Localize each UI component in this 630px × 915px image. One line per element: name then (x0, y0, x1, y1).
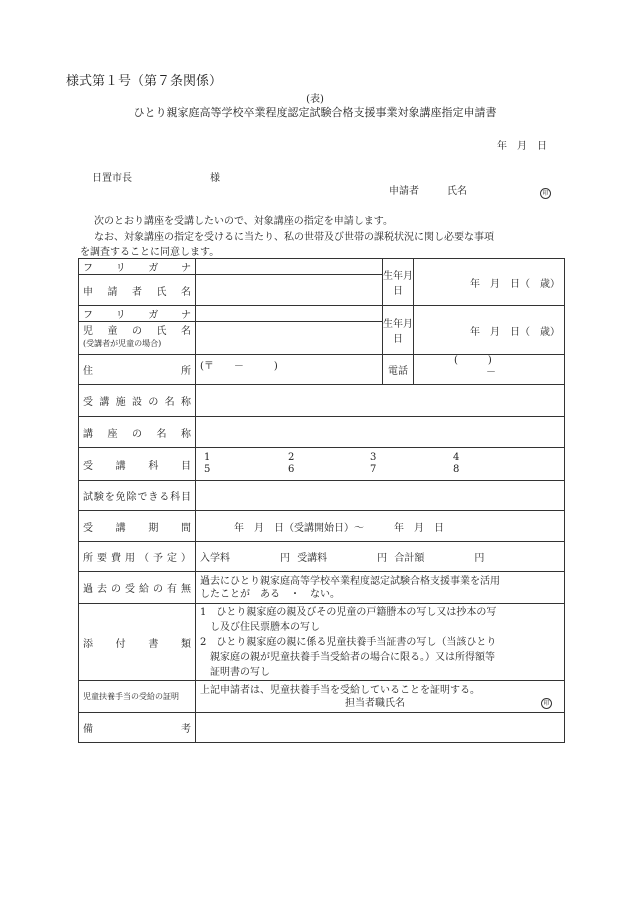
child-furigana-input[interactable] (196, 306, 383, 322)
attachment-2a: 2 ひとり親家庭の親に係る児童扶養手当証書の写し（当該ひとり (200, 636, 497, 648)
date-field: 年 月 日 (497, 141, 547, 152)
subject-5: 5 (204, 464, 211, 475)
subject-6: 6 (288, 464, 295, 475)
child-name-input[interactable] (196, 322, 383, 355)
side-label: (表) (306, 94, 324, 105)
subject-7: 7 (370, 464, 377, 475)
child-birth-value[interactable]: 年 月 日（ 歳） (414, 306, 565, 355)
attachment-1a: 1 ひとり親家庭の親及びその児童の戸籍謄本の写し又は抄本の写 (200, 606, 497, 618)
phone-label: 電話 (383, 355, 414, 385)
attachment-2b: 親家庭の親が児童扶養手当受給者の場合に限る。）又は所得額等 (200, 651, 495, 663)
period-input[interactable]: 年 月 日（受講開始日）～ 年 月 日 (196, 511, 565, 542)
body-line-3: を調査することに同意します。 (80, 247, 220, 258)
page-title: ひとり親家庭高等学校卒業程度認定試験合格支援事業対象講座指定申請書 (133, 106, 497, 119)
facility-label: 受講施設の名称 (79, 385, 196, 417)
cost-total: 合計額 円 (394, 553, 485, 564)
facility-input[interactable] (196, 385, 565, 417)
child-name-label: 児 童 の 氏 名 (83, 326, 191, 337)
certification-line-1: 上記申請者は、児童扶養手当を受給していることを証明する。 (200, 684, 480, 696)
addressee: 日置市長 (92, 173, 132, 184)
child-name-cell (79, 322, 196, 355)
applicant-name-input[interactable] (196, 275, 383, 306)
applicant-name-label: 氏名 (447, 186, 467, 197)
past-label: 過去の受給の有無 (79, 572, 196, 604)
past-input[interactable] (196, 572, 565, 604)
remarks-label: 備 考 (79, 713, 196, 743)
attachment-2c: 証明書の写し (200, 666, 270, 678)
applicant-label: 申請者 (389, 186, 419, 197)
course-input[interactable] (196, 417, 565, 448)
subjects-label: 受 講 科 目 (79, 448, 196, 481)
child-name-note: (受講者が児童の場合) (83, 339, 162, 348)
subjects-input[interactable] (196, 448, 565, 481)
period-label: 受 講 期 間 (79, 511, 196, 542)
subject-4: 4 (453, 452, 460, 463)
phone-separator: － (486, 367, 496, 378)
child-furigana-label: フ リ ガ ナ (79, 306, 196, 322)
subject-3: 3 (370, 452, 377, 463)
seal-icon: 印 (540, 188, 551, 199)
body-line-1: 次のとおり講座を受講したいので、対象講座の指定を申請します。 (94, 216, 393, 227)
attachments-list (196, 604, 565, 681)
applicant-furigana-label: フ リ ガ ナ (79, 259, 196, 275)
applicant-name-label-cell: 申 請 者 氏 名 (79, 275, 196, 306)
cost-tuition: 受講料 円 (297, 553, 388, 564)
seal-icon: 印 (541, 698, 552, 709)
certification-officer: 担当者職氏名 (345, 697, 405, 709)
subject-8: 8 (453, 464, 460, 475)
cost-input[interactable] (196, 542, 565, 572)
form-number: 様式第１号（第７条関係） (66, 74, 223, 89)
certification-input[interactable] (196, 681, 565, 713)
address-input[interactable]: (〒 － ) (196, 355, 383, 385)
application-form-table (78, 258, 565, 743)
phone-area-code: ( ) (454, 355, 492, 366)
attachment-1b: し及び住民票謄本の写し (200, 621, 320, 633)
addressee-honorific: 様 (210, 173, 220, 184)
child-birth-label: 生年月日 (383, 306, 414, 355)
applicant-furigana-input[interactable] (196, 259, 383, 275)
course-label: 講 座 の 名 称 (79, 417, 196, 448)
subject-1: 1 (204, 452, 211, 463)
cost-label: 所要費用（予定） (79, 542, 196, 572)
past-line-2: したことが ある ・ ない。 (200, 588, 340, 600)
cost-entrance: 入学料 円 (200, 553, 290, 564)
exempt-label: 試験を免除できる科目 (79, 481, 196, 511)
certification-label: 児童扶養手当の受給の証明 (79, 681, 196, 713)
phone-input[interactable] (414, 355, 565, 385)
applicant-birth-value[interactable]: 年 月 日（ 歳） (414, 259, 565, 306)
past-line-1: 過去にひとり親家庭高等学校卒業程度認定試験合格支援事業を活用 (200, 575, 500, 587)
applicant-birth-label: 生年月日 (383, 259, 414, 306)
remarks-input[interactable] (196, 713, 565, 743)
address-label: 住 所 (79, 355, 196, 385)
body-line-2: なお、対象講座の指定を受けるに当たり、私の世帯及び世帯の課税状況に関し必要な事項 (94, 232, 494, 243)
exempt-input[interactable] (196, 481, 565, 511)
attachments-label: 添 付 書 類 (79, 604, 196, 681)
subject-2: 2 (288, 452, 295, 463)
